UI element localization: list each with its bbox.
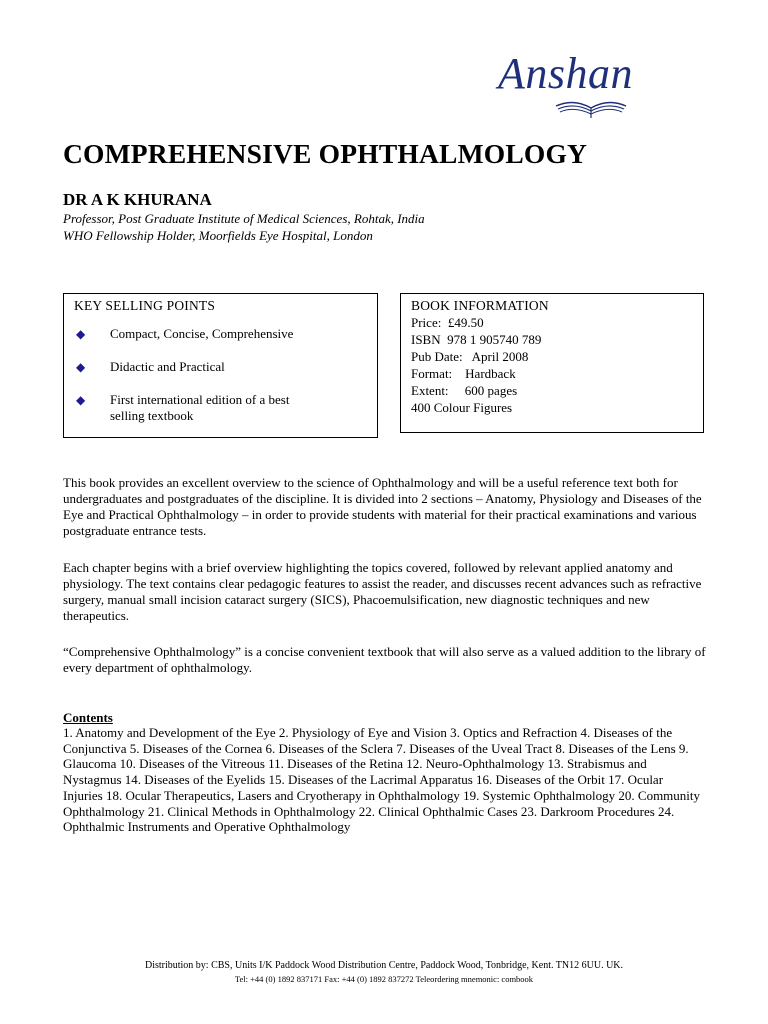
book-information-heading: BOOK INFORMATION — [411, 298, 549, 313]
book-info-price: Price: £49.50 — [411, 315, 484, 330]
author-affiliation-1: Professor, Post Graduate Institute of Medical Sciences, Rohtak, India — [63, 211, 425, 226]
book-info-extent: Extent: 600 pages — [411, 383, 518, 398]
book-info-pub-date: Pub Date: April 2008 — [411, 349, 529, 364]
description-paragraph-3: “Comprehensive Ophthalmology” is a concise convenient textbook that will also serve as a valued addition to the library of every department of ophthalmology. — [63, 644, 706, 675]
diamond-bullet-icon: ◆ — [76, 360, 86, 374]
contact-footer: Tel: +44 (0) 1892 837171 Fax: +44 (0) 1892 837272 Teleordering mnemonic: combook — [234, 974, 534, 984]
selling-point-item — [74, 392, 300, 424]
book-information-box — [400, 293, 704, 433]
contents-list: 1. Anatomy and Development of the Eye 2. Physiology of Eye and Vision 3. Optics and Refraction 4. Diseases of the Conjunctiva 5. Diseases of the Cornea 6. Diseases of the Sclera 7. Diseases of the Uveal Tract 8. Diseases of the Lens 9. Glaucoma 10. Diseases of the Vitreous 11. Diseases of the Retina 12. Neuro-Ophthalmology 13. Strabismus and Nystagmus 14. Diseases of the Eyelids 15. Diseases of the Lacrimal Apparatus 16. Diseases of the Orbit 17. Ocular Injuries 18. Ocular Therapeutics, Lasers and Cryotherapy in Ophthalmology 19. Systemic Ophthalmology 20. Community Ophthalmology 21. Clinical Methods in Ophthalmology 22. Clinical Ophthalmic Cases 23. Darkroom Procedures 24. Ophthalmic Instruments and Operative Ophthalmology — [63, 725, 701, 835]
description-paragraph-2: Each chapter begins with a brief overview highlighting the topics covered, followed by relevant applied anatomy and physiology. The text contains clear pedagogic features to assist the reader, and discusses recent advances such as refractive surgery, manual small incision cataract surgery (SICS), Phacoemulsification, new diagnostic techniques and new therapeutics. — [63, 560, 702, 623]
book-info-figures: 400 Colour Figures — [411, 400, 513, 415]
book-info-format: Format: Hardback — [411, 366, 516, 381]
selling-point-item — [74, 326, 367, 342]
diamond-bullet-icon: ◆ — [76, 327, 86, 341]
author-affiliation-2: WHO Fellowship Holder, Moorfields Eye Hospital, London — [63, 228, 373, 243]
book-info-isbn: ISBN 978 1 905740 789 — [411, 332, 542, 347]
author-name: DR A K KHURANA — [63, 190, 212, 209]
selling-point-text: Compact, Concise, Comprehensive — [110, 326, 294, 341]
open-book-icon — [554, 98, 628, 120]
diamond-bullet-icon: ◆ — [76, 393, 86, 407]
distribution-footer: Distribution by: CBS, Units I/K Paddock Wood Distribution Centre, Paddock Wood, Tonbridge, Kent. TN12 6UU. UK. — [144, 960, 624, 971]
contents-heading: Contents — [63, 710, 113, 725]
key-selling-points-heading: KEY SELLING POINTS — [74, 298, 216, 313]
publisher-logo — [498, 48, 688, 124]
description-paragraph-1: This book provides an excellent overview to the science of Ophthalmology and will be a useful reference text both for undergraduates and postgraduates of the discipline. It is divided into 2 sections – Anatomy, Physiology and Diseases of the Eye and Practical Ophthalmology – in order to provide students with material for their practical examinations and various postgraduate entrance tests. — [63, 475, 702, 538]
logo-wordmark: Anshan — [498, 49, 633, 98]
selling-point-text: First international edition of a best selling textbook — [110, 392, 290, 423]
book-title: COMPREHENSIVE OPHTHALMOLOGY — [63, 138, 588, 169]
selling-point-text: Didactic and Practical — [110, 359, 225, 374]
key-selling-points-box — [63, 293, 378, 438]
selling-point-item — [74, 359, 367, 375]
